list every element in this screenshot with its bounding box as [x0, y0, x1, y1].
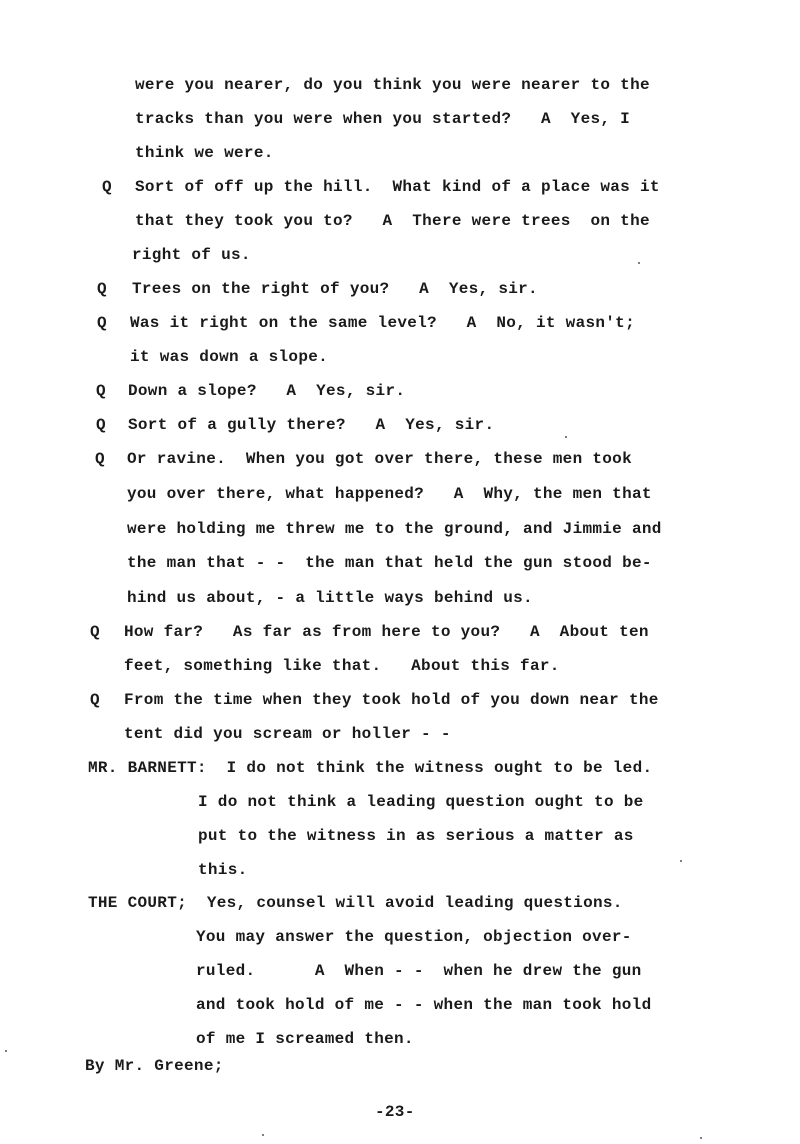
transcript-line: feet, something like that. About this far.: [124, 657, 560, 675]
speaker-line-barnett: MR. BARNETT: I do not think the witness ought to be led.: [88, 759, 653, 777]
transcript-line: put to the witness in as serious a matter as: [198, 827, 634, 845]
transcript-line: hind us about, - a little ways behind us.: [127, 589, 533, 607]
transcript-line: Trees on the right of you? A Yes, sir.: [132, 280, 538, 298]
transcript-line: How far? As far as from here to you? A About ten: [124, 623, 649, 641]
transcript-line: that they took you to? A There were trees on the: [135, 212, 650, 230]
transcript-line: I do not think a leading question ought to be: [198, 793, 644, 811]
question-marker: Q: [102, 178, 112, 196]
transcript-line: think we were.: [135, 144, 274, 162]
transcript-line: you over there, what happened? A Why, the men that: [127, 485, 652, 503]
speaker-line-court: THE COURT; Yes, counsel will avoid leading questions.: [88, 894, 623, 912]
transcript-line: From the time when they took hold of you down near the: [124, 691, 659, 709]
question-marker: Q: [90, 623, 100, 641]
transcript-line: Was it right on the same level? A No, it wasn't;: [130, 314, 635, 332]
transcript-line: tent did you scream or holler - -: [124, 725, 451, 743]
question-marker: Q: [96, 416, 106, 434]
transcript-line: Down a slope? A Yes, sir.: [128, 382, 406, 400]
transcript-line: You may answer the question, objection over-: [196, 928, 632, 946]
question-marker: Q: [97, 280, 107, 298]
page-number: -23-: [375, 1103, 415, 1121]
transcript-line: and took hold of me - - when the man took hold: [196, 996, 652, 1014]
transcript-line: right of us.: [132, 246, 251, 264]
transcript-line: Sort of off up the hill. What kind of a place was it: [135, 178, 660, 196]
transcript-line: were holding me threw me to the ground, and Jimmie and: [127, 520, 662, 538]
scan-speck: [262, 1134, 264, 1136]
transcript-line: it was down a slope.: [130, 348, 329, 366]
examiner-line: By Mr. Greene;: [85, 1057, 224, 1075]
transcript-line: Sort of a gully there? A Yes, sir.: [128, 416, 495, 434]
question-marker: Q: [97, 314, 107, 332]
question-marker: Q: [90, 691, 100, 709]
transcript-line: tracks than you were when you started? A Yes, I: [135, 110, 631, 128]
transcript-line: were you nearer, do you think you were nearer to the: [135, 76, 650, 94]
transcript-line: the man that - - the man that held the gun stood be-: [127, 554, 652, 572]
question-marker: Q: [96, 382, 106, 400]
scan-speck: [5, 1050, 7, 1052]
question-marker: Q: [95, 450, 105, 468]
transcript-line: ruled. A When - - when he drew the gun: [196, 962, 642, 980]
transcript-line: of me I screamed then.: [196, 1030, 414, 1048]
transcript-line: Or ravine. When you got over there, these men took: [127, 450, 632, 468]
scan-speck: [700, 1137, 702, 1139]
scan-speck: [638, 262, 640, 264]
transcript-line: this.: [198, 861, 248, 879]
scan-speck: [680, 860, 682, 862]
scan-speck: [565, 436, 567, 438]
